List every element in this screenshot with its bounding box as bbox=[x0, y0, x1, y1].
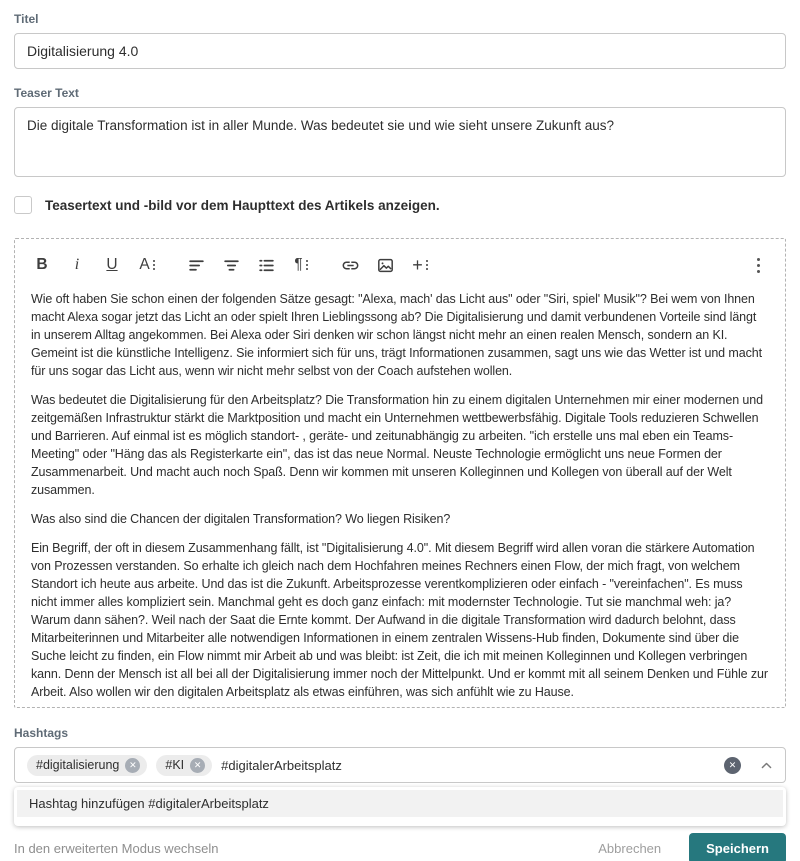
chevron-up-icon[interactable] bbox=[760, 759, 773, 772]
hashtag-chip bbox=[156, 755, 212, 776]
image-icon bbox=[377, 257, 394, 274]
editor-paragraph: Was also sind die Chancen der digitalen Transformation? Wo liegen Risiken? bbox=[31, 512, 451, 526]
align-left-button[interactable] bbox=[185, 252, 207, 278]
align-center-button[interactable] bbox=[220, 252, 242, 278]
form-footer bbox=[14, 833, 786, 861]
editor-toolbar bbox=[31, 250, 769, 280]
hashtag-chip bbox=[27, 755, 147, 776]
ordered-list-button[interactable] bbox=[255, 252, 277, 278]
advanced-mode-link[interactable]: In den erweiterten Modus wechseln bbox=[14, 841, 219, 856]
bold-button[interactable] bbox=[31, 252, 53, 278]
footer-actions bbox=[598, 833, 786, 861]
title-input[interactable] bbox=[14, 33, 786, 69]
text-style-icon: A bbox=[139, 256, 150, 274]
align-left-icon bbox=[188, 257, 205, 274]
remove-hashtag-icon[interactable]: ✕ bbox=[190, 758, 205, 773]
kebab-menu-icon bbox=[757, 258, 760, 273]
paragraph-icon: ¶ bbox=[294, 256, 303, 274]
teaser-visibility-row bbox=[14, 196, 786, 214]
underline-button[interactable] bbox=[101, 252, 123, 278]
teaser-visibility-checkbox[interactable] bbox=[14, 196, 32, 214]
teaser-field-group bbox=[14, 86, 786, 182]
teaser-label: Teaser Text bbox=[14, 86, 79, 100]
text-style-menu-button[interactable] bbox=[136, 252, 158, 278]
underline-icon: U bbox=[106, 256, 118, 274]
title-field-group bbox=[14, 12, 786, 69]
ordered-list-icon bbox=[258, 257, 275, 274]
hashtags-label: Hashtags bbox=[14, 726, 69, 740]
teaser-visibility-label: Teasertext und -bild vor dem Haupttext des Artikels anzeigen. bbox=[45, 197, 440, 213]
remove-hashtag-icon[interactable]: ✕ bbox=[125, 758, 140, 773]
hashtag-suggestion-dropdown bbox=[14, 787, 786, 826]
more-options-button[interactable] bbox=[747, 252, 769, 278]
insert-plus-menu-button[interactable] bbox=[409, 252, 431, 278]
hashtag-suggestion-item[interactable]: Hashtag hinzufügen #digitalerArbeitsplatz bbox=[17, 790, 783, 817]
cancel-button[interactable]: Abbrechen bbox=[598, 841, 662, 856]
hashtags-section bbox=[14, 726, 786, 826]
menu-dots-icon bbox=[153, 260, 155, 270]
insert-image-button[interactable] bbox=[374, 252, 396, 278]
menu-dots-icon bbox=[426, 260, 428, 270]
plus-icon: + bbox=[412, 255, 423, 275]
clear-all-icon[interactable]: ✕ bbox=[724, 757, 741, 774]
rich-text-editor[interactable] bbox=[14, 238, 786, 708]
editor-paragraph: Wie oft haben Sie schon einen der folgenden Sätze gesagt: "Alexa, mach' das Licht aus" oder "Siri, spiel' Musik"? Bei wem von Ihnen macht Alexa sogar jetzt das Licht an oder spielt Ihren Lieblingssong ab? Die Digitalisierung und damit verbundenen Vorteile sind längt in unserem Alltag angekommen. Bei Alexa oder Siri denken wir schon längst nicht mehr an einen realen Mensch, sondern an KI. Gemeint ist die künstliche Intelligenz. Sie informiert sich für uns, trägt Informationen zusammen, sagt uns wie das Wetter ist und macht für uns sogar das Licht aus, wenn wir nicht mehr selbst von der Coach aufstehen wollen. bbox=[31, 292, 762, 378]
save-button[interactable]: Speichern bbox=[689, 833, 786, 861]
editor-paragraph: Was bedeutet die Digitalisierung für den Arbeitsplatz? Die Transformation hin zu einem digitalen Unternehmen mir einer modernen und zeitgemäßen Infrastruktur stärkt die Marktposition und macht ein Unternehmen wettbewerbsfähig. Digitale Tools reduzieren Schwellen und Barrieren. Auf einmal ist es möglich standort- , geräte- und zeitunabhängig zu arbeiten. "ich erstelle uns mal eben ein Teams-Meeting" oder "Häng das als Registerkarte ein", das ist das neue Normal. Neuste Technologie ermöglicht uns neue Formen der Zusammenarbeit. Und macht auch noch Spaß. Denn wir kommen mit unseren Kolleginnen und Kollegen von überall auf der Welt zusammen. bbox=[31, 393, 763, 497]
paragraph-style-menu-button[interactable] bbox=[290, 252, 312, 278]
editor-content[interactable] bbox=[31, 290, 769, 701]
editor-paragraph: Ein Begriff, der oft in diesem Zusammenhang fällt, ist "Digitalisierung 4.0". Mit diesem Begriff wird allen voran die stärkere Automation von Prozessen verstanden. So erhalte ich gleich nach dem Hochfahren meines Rechners einen Flow, der mich fragt, von welchem Standort ich heute aus arbeite. Und das ist die Zukunft. Arbeitsprozesse verentkomplizieren oder einfach - "vereinfachen". Es muss nicht immer alles kompliziert sein. Manchmal geht es doch ganz einfach: mit modernster Technologie. Tut sie manchmal weh: ja? Warum dann sähen?. Weil nach der Saat die Ernte kommt. Der Aufwand in die digitale Transformation wird dadurch belohnt, dass Mitarbeiterinnen und Mitarbeiter alle notwendigen Informationen in einem zentralen Wissens-Hub finden, Dokumente sind über die Suche leicht zu finden, ein Flow nimmt mir Arbeit ab und was bleibt: ist Zeit, die ich mit meinen Kolleginnen und Kollegen verbringen kann. Denn der Mensch ist all bei all der Digitalisierung immer noch der Mittelpunkt. Und er kommt mit all seinem Denken und Fühle zur Arbeit. Also wollen wir den digitalen Arbeitsplatz als etwas einführen, was sich anfühlt wie zu Hause. bbox=[31, 541, 768, 699]
italic-button[interactable] bbox=[66, 252, 88, 278]
menu-dots-icon bbox=[306, 260, 308, 270]
title-label: Titel bbox=[14, 12, 39, 26]
italic-icon: i bbox=[74, 256, 80, 273]
insert-link-button[interactable] bbox=[339, 252, 361, 278]
hashtag-chip-text: #KI bbox=[165, 758, 185, 772]
hashtag-chip-text: #digitalisierung bbox=[36, 758, 120, 772]
hashtags-input-box[interactable] bbox=[14, 747, 786, 783]
hashtag-text-input[interactable]: #digitalerArbeitsplatz bbox=[221, 757, 342, 773]
bold-icon: B bbox=[36, 256, 48, 274]
align-center-icon bbox=[223, 257, 240, 274]
link-icon bbox=[341, 256, 360, 275]
teaser-textarea[interactable] bbox=[14, 107, 786, 177]
